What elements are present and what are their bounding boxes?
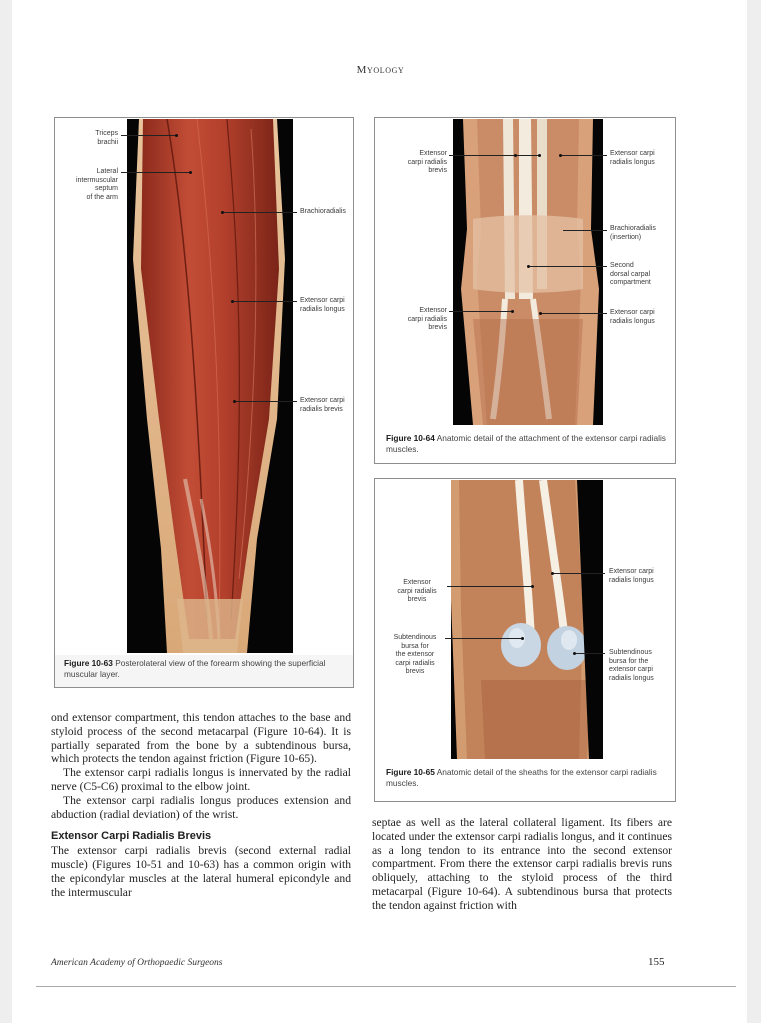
leader-dot: [521, 637, 524, 640]
leader-line: [121, 172, 191, 173]
leader-dot: [551, 572, 554, 575]
caption-figure-number: Figure 10-63: [64, 658, 113, 668]
paragraph: The extensor carpi radialis longus produces extension and abduction (radial deviation) of the wrist.: [51, 793, 351, 821]
leader-line: [449, 155, 539, 156]
leader-line: [449, 311, 513, 312]
leader-line: [445, 638, 523, 639]
leader-line: [223, 212, 297, 213]
leader-dot: [221, 211, 224, 214]
label-ecrl-top: Extensor carpi radialis longus: [610, 150, 655, 166]
leader-line: [121, 135, 177, 136]
leader-dot: [559, 154, 562, 157]
forearm-photo: [127, 119, 293, 653]
label-brachioradialis: Brachioradialis: [300, 208, 346, 215]
figure-10-63-caption: [64, 658, 344, 680]
paragraph: ond extensor compartment, this tendon attaches to the base and styloid process of the second metacarpal (Figure 10-64). It is partially separated from the bone by a subtendinous bursa, which protects the tendon against friction (Figure 10-65).: [51, 711, 351, 766]
label-ecrb: Extensor carpi radialis brevis: [397, 579, 437, 603]
leader-line: [529, 266, 607, 267]
caption-figure-number: Figure 10-65: [386, 767, 435, 777]
label-ecrb-top: Extensor carpi radialis brevis: [407, 150, 447, 174]
paragraph: The extensor carpi radialis longus is innervated by the radial nerve (C5-C6) proximal to the elbow joint.: [51, 766, 351, 793]
label-second-dorsal-carpal-compartment: Second dorsal carpal compartment: [610, 262, 651, 286]
figure-10-64: [374, 117, 676, 464]
leader-line: [233, 301, 297, 302]
caption-figure-number: Figure 10-64: [386, 433, 435, 443]
label-brachioradialis-insertion: Brachioradialis (insertion): [610, 225, 656, 241]
caption-text: Anatomic detail of the attachment of the extensor carpi radialis muscles.: [386, 433, 666, 454]
paragraph: septae as well as the lateral collateral ligament. Its fibers are located under the extensor carpi radialis longus, and it continues as a long tendon to its entrance into the second extensor compartment. From there the extensor carpi radialis brevis runs obliquely, attaching to the styloid process of the third metacarpal (Figure 10-64). A subtendinous bursa that protects the tendon against friction with: [372, 816, 672, 912]
leader-dot: [538, 154, 541, 157]
label-ecrl: Extensor carpi radialis longus: [609, 568, 654, 584]
label-extensor-carpi-radialis-brevis: Extensor carpi radialis brevis: [300, 397, 345, 413]
paragraph: The extensor carpi radialis brevis (second external radial muscle) (Figures 10-51 and 10-63) has a common origin with the epicondylar muscles at the lateral humeral epicondyle and the intermuscular: [51, 844, 351, 899]
caption-text: Anatomic detail of the sheaths for the extensor carpi radialis muscles.: [386, 767, 657, 788]
leader-dot: [511, 310, 514, 313]
tendon-sheaths-photo: [451, 480, 603, 759]
label-triceps-brachii: Triceps brachii: [95, 130, 118, 146]
page-number: 155: [648, 956, 665, 968]
section-heading: Extensor Carpi Radialis Brevis: [51, 830, 212, 843]
leader-dot: [233, 400, 236, 403]
leader-dot: [175, 134, 178, 137]
label-lateral-intermuscular-septum: Lateral intermuscular septum of the arm: [75, 168, 118, 201]
leader-line: [235, 401, 297, 402]
right-column: [372, 816, 672, 913]
publisher-footer: American Academy of Orthopaedic Surgeons: [51, 958, 223, 968]
label-bursa-longus: Subtendinous bursa for the extensor carpi radialis longus: [609, 649, 654, 682]
figure-10-65-caption: [386, 767, 670, 789]
left-column: [51, 711, 351, 899]
label-ecrl-bottom: Extensor carpi radialis longus: [610, 309, 655, 325]
wrist-tendons-image: [453, 119, 603, 425]
leader-line: [563, 230, 607, 231]
leader-dot: [189, 171, 192, 174]
leader-dot: [514, 154, 517, 157]
figure-10-65: [374, 478, 676, 802]
wrist-attachment-photo: [453, 119, 603, 425]
leader-line: [447, 586, 533, 587]
leader-dot: [231, 300, 234, 303]
label-extensor-carpi-radialis-longus: Extensor carpi radialis longus: [300, 297, 345, 313]
label-bursa-brevis: Subtendinous bursa for the extensor carpi radialis brevis: [393, 634, 437, 675]
label-ecrb-bottom: Extensor carpi radialis brevis: [407, 307, 447, 331]
footer-rule: [36, 986, 736, 987]
leader-line: [575, 653, 605, 654]
running-header: Myology: [356, 64, 405, 76]
leader-line: [553, 573, 605, 574]
leader-dot: [527, 265, 530, 268]
tendon-sheaths-image: [451, 480, 603, 759]
leader-dot: [531, 585, 534, 588]
forearm-muscle-image: [127, 119, 293, 653]
figure-10-63: [54, 117, 354, 688]
leader-dot: [539, 312, 542, 315]
figure-10-64-caption: [386, 433, 670, 455]
leader-dot: [573, 652, 576, 655]
caption-text: Posterolateral view of the forearm showing the superficial muscular layer.: [64, 658, 326, 679]
leader-line: [541, 313, 607, 314]
leader-line: [561, 155, 607, 156]
